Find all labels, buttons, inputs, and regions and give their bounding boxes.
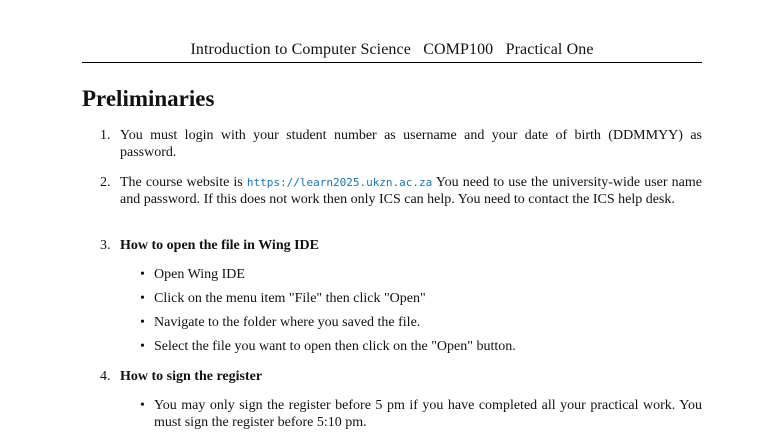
item-number: 2.: [100, 175, 111, 190]
bullet-item: [140, 397, 702, 431]
list-item-2: [100, 174, 702, 208]
bullet-text: Open Wing IDE: [154, 267, 245, 282]
bullet-text: Click on the menu item "File" then click "Open": [154, 291, 426, 306]
section-title: Preliminaries: [82, 86, 215, 111]
item-text: You must login with your student number as username and your date of birth (DDMMYY) as password.: [120, 128, 702, 160]
bullet-text: You may only sign the register before 5 pm if you have completed all your practical work. You must sign the register before 5:10 pm.: [154, 398, 702, 430]
bullet-text: Select the file you want to open then click on the "Open" button.: [154, 339, 516, 354]
item-text-after: You need to use the university-wide user name and password. If this does not work then only ICS can help. You need to contact the ICS help desk.: [120, 175, 702, 207]
bullet-dot: •: [140, 315, 145, 330]
bullet-dot: •: [140, 291, 145, 306]
running-header: [82, 41, 702, 59]
item-number: 1.: [100, 128, 111, 143]
list-item-3: [100, 237, 702, 254]
bullet-item: [140, 290, 702, 307]
course-website-link[interactable]: https://learn2025.ukzn.ac.za: [246, 176, 433, 189]
bullet-text: Navigate to the folder where you saved the file.: [154, 315, 421, 330]
header-course-code: COMP100: [423, 41, 494, 58]
bullet-item: [140, 338, 702, 355]
list-item-4: [100, 368, 702, 385]
header-practical: Practical One: [505, 41, 594, 58]
item-number: 3.: [100, 238, 111, 253]
item-text-before: The course website is: [120, 175, 247, 190]
bullet-dot: •: [140, 398, 145, 413]
list-item-1: [100, 127, 702, 161]
bullet-item: [140, 314, 702, 331]
item-heading: How to open the file in Wing IDE: [120, 238, 320, 253]
bullet-item: [140, 266, 702, 283]
item-number: 4.: [100, 369, 111, 384]
bullet-dot: •: [140, 339, 145, 354]
item-heading: How to sign the register: [120, 369, 263, 384]
header-course-name: Introduction to Computer Science: [190, 41, 411, 58]
bullet-dot: •: [140, 267, 145, 282]
header-rule: [82, 62, 702, 63]
